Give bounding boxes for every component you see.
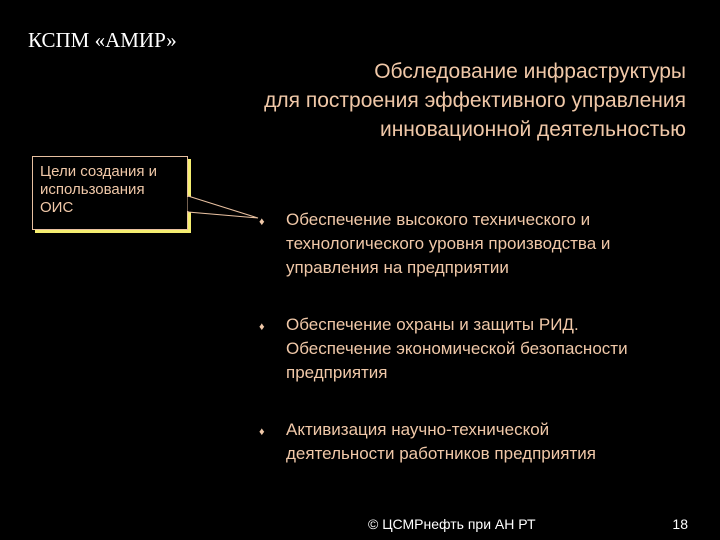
bullet-item xyxy=(259,418,699,466)
callout-line: Цели создания и xyxy=(40,163,158,180)
slide-title-line: для построения эффективного управления xyxy=(264,89,686,112)
bullet-line: Активизация научно-технической xyxy=(286,420,550,439)
callout-line: ОИС xyxy=(40,199,74,216)
bullet-list xyxy=(259,208,699,466)
bullet-line: управления на предприятии xyxy=(286,258,509,277)
copyright-text: © ЦСМРнефть при АН РТ xyxy=(368,516,536,532)
bullet-line: предприятия xyxy=(286,363,388,382)
slide-title-line: инновационной деятельностью xyxy=(379,118,686,141)
organization-title: КСПМ «АМИР» xyxy=(28,28,177,52)
diamond-bullet-icon: ♦ xyxy=(259,216,265,228)
slide-title xyxy=(166,57,686,144)
slide-title-line: Обследование инфраструктуры xyxy=(374,60,686,83)
page-number: 18 xyxy=(672,516,688,532)
bullet-text xyxy=(286,418,699,466)
bullet-item xyxy=(259,313,699,385)
callout-pointer-shape xyxy=(188,196,258,218)
bullet-line: Обеспечение высокого технического и xyxy=(286,210,591,229)
bullet-line: деятельности работников предприятия xyxy=(286,444,596,463)
goals-callout xyxy=(32,156,188,230)
diamond-bullet-icon: ♦ xyxy=(259,426,265,438)
bullet-text xyxy=(286,208,699,280)
bullet-item xyxy=(259,208,699,280)
diamond-bullet-icon: ♦ xyxy=(259,321,265,333)
bullet-line: Обеспечение экономической безопасности xyxy=(286,339,628,358)
bullet-line: Обеспечение охраны и защиты РИД. xyxy=(286,315,579,334)
callout-line: использования xyxy=(40,181,145,198)
bullet-text xyxy=(286,313,699,385)
bullet-line: технологического уровня производства и xyxy=(286,234,611,253)
